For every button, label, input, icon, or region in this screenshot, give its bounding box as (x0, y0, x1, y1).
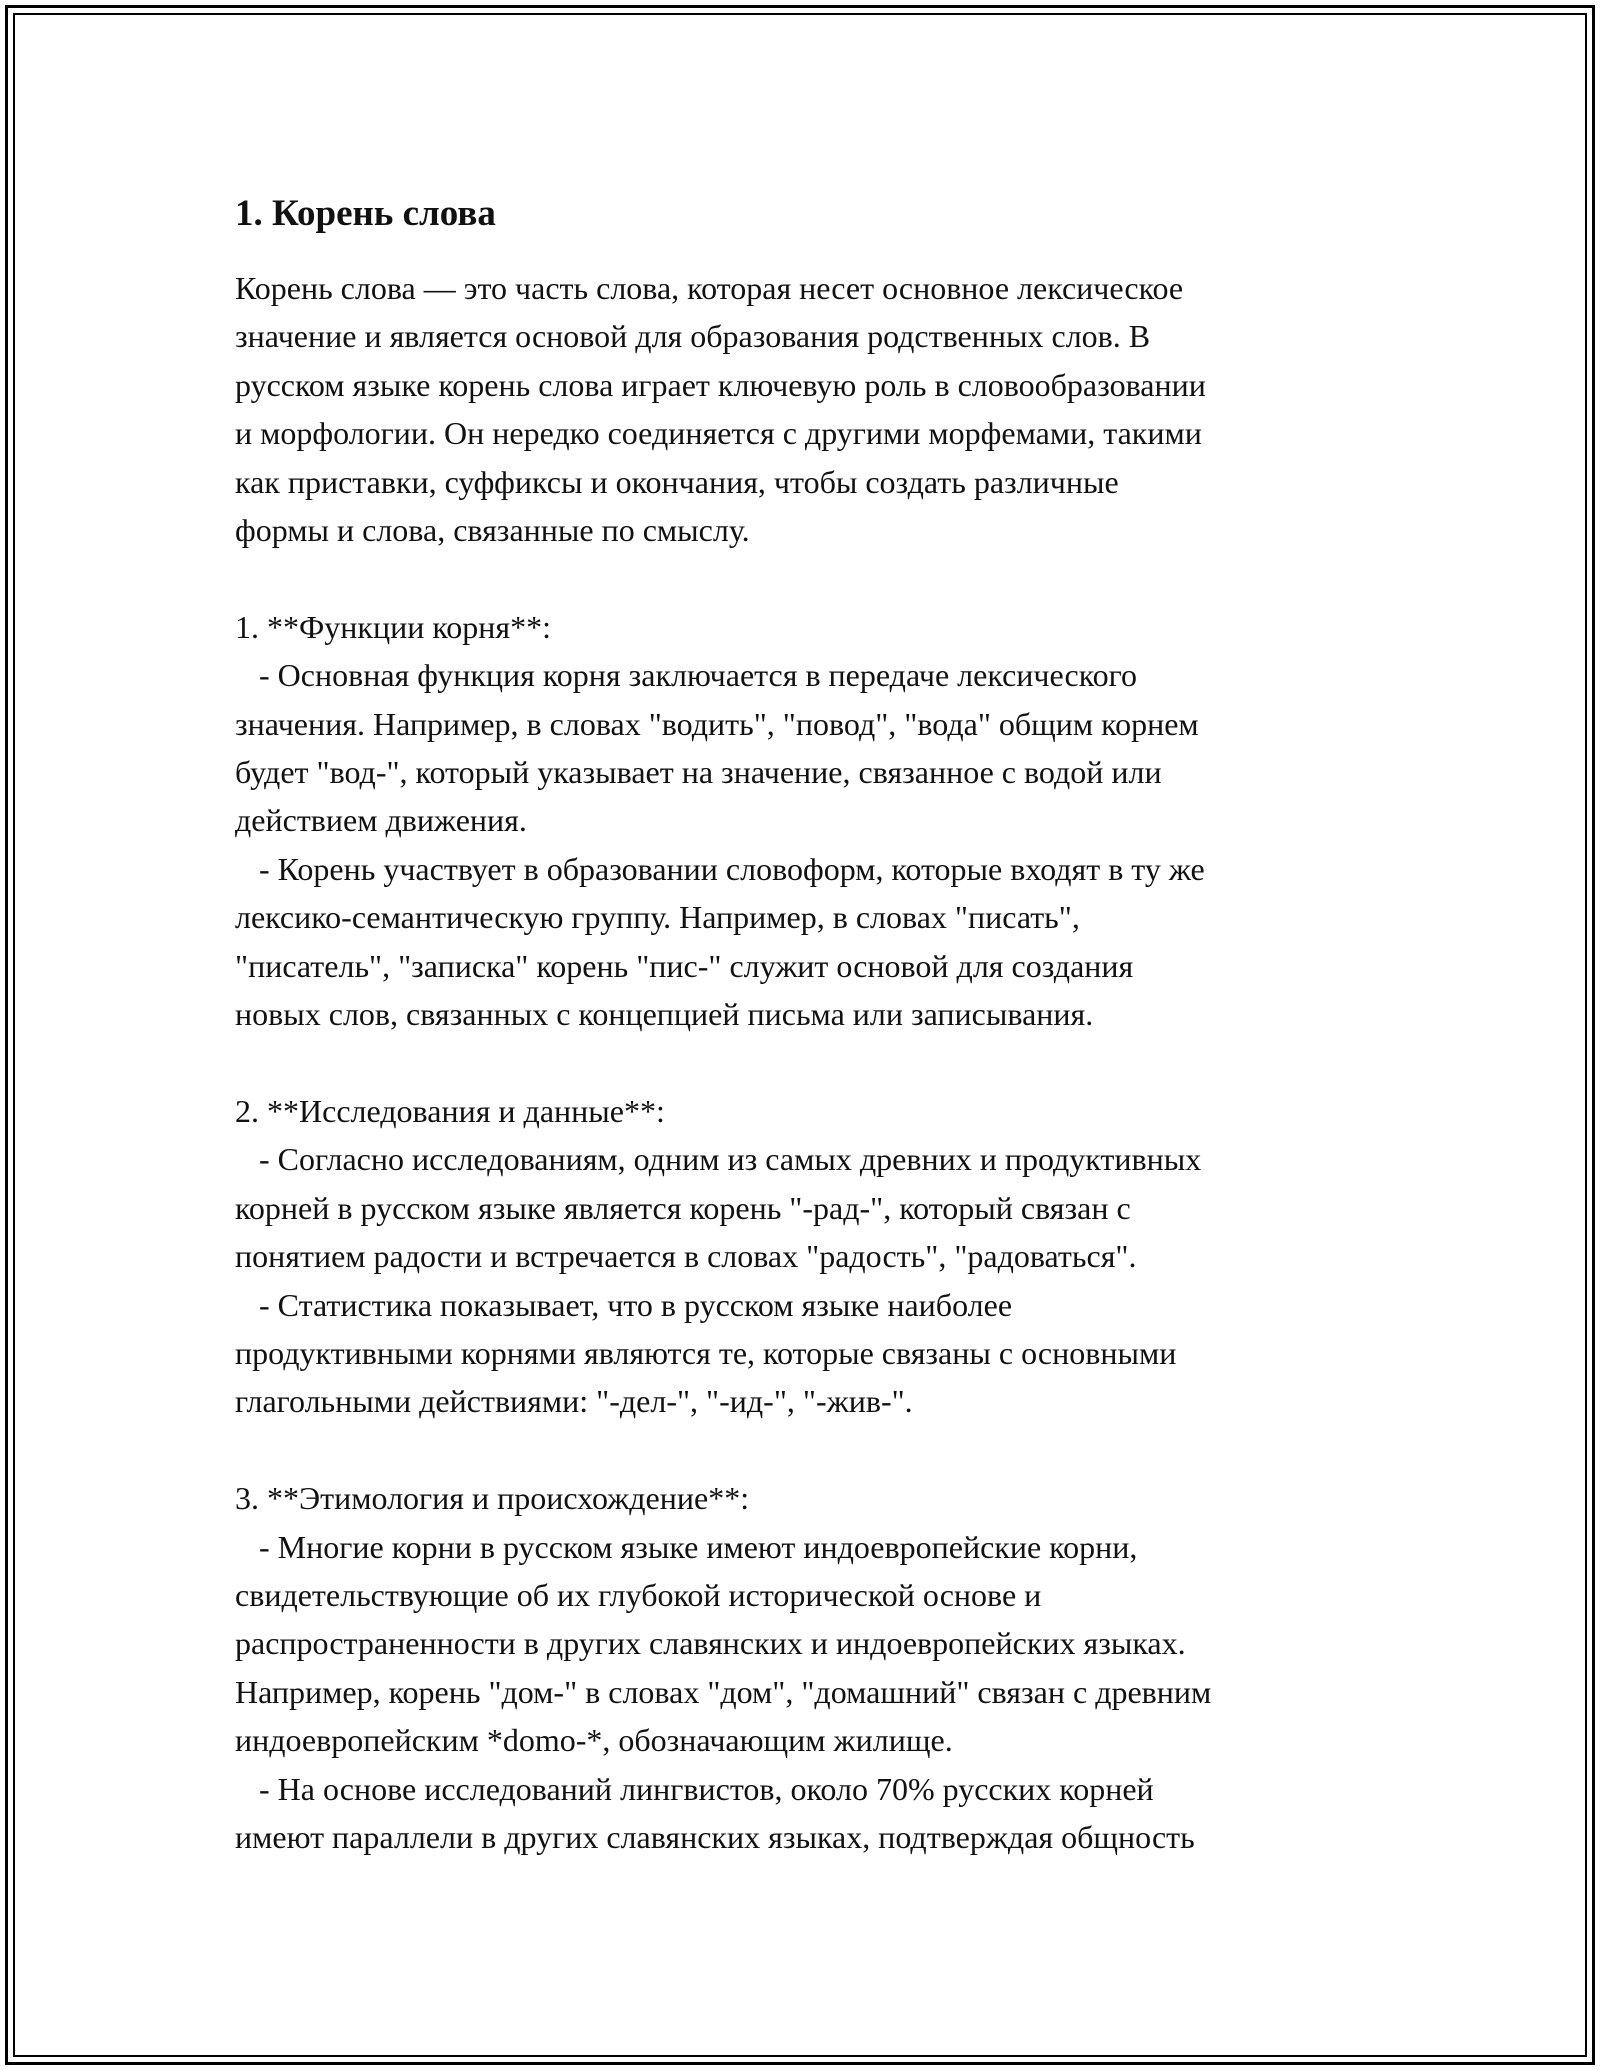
section-text: Корень слова — это часть слова, которая несет основное лексическое значение и является основой для образования родственных слов. В русском языке корень слова играет ключевую роль в словообразовании и морфологии. Он нередко соединяется с другими морфемами, такими как приставки, суффиксы и окончания, чтобы создать различные формы и слова, связанные по смыслу. 1. **Функции корня**: - Основная функция корня заключается в передаче лексического значения. Например, в словах "водить", "повод", "вода" общим корнем будет "вод-", который указывает на значение, связанное с водой или действием движения. - Корень участвует в образовании словоформ, которые входят в ту же лексико-семантическую группу. Например, в словах "писать", "писатель", "записка" корень "пис-" служит основой для создания новых слов, связанных с концепцией письма или записывания. 2. **Исследования и данные**: - Согласно исследованиям, одним из самых древних и продуктивных корней в русском языке является корень "-рад-", который связан с понятием радости и встречается в словах "радость", "радоваться". - Статистика показывает, что в русском языке наиболее продуктивными корнями являются те, которые связаны с основными глагольными действиями: "-дел-", "-ид-", "-жив-". 3. **Этимология и происхождение**: - Многие корни в русском языке имеют индоевропейские корни, свидетельствующие об их глубокой исторической основе и распространенности в других славянских и индоевропейских языках. Например, корень "дом-" в словах "дом", "домашний" связан с древним индоевропейским *domo-*, обозначающим жилище. - На основе исследований лингвистов, около 70% русских корней имеют параллели в других славянских языках, подтверждая общность (235, 270, 1212, 1855)
document-body (235, 188, 1375, 1861)
section-heading: 1. Корень слова (235, 193, 496, 234)
